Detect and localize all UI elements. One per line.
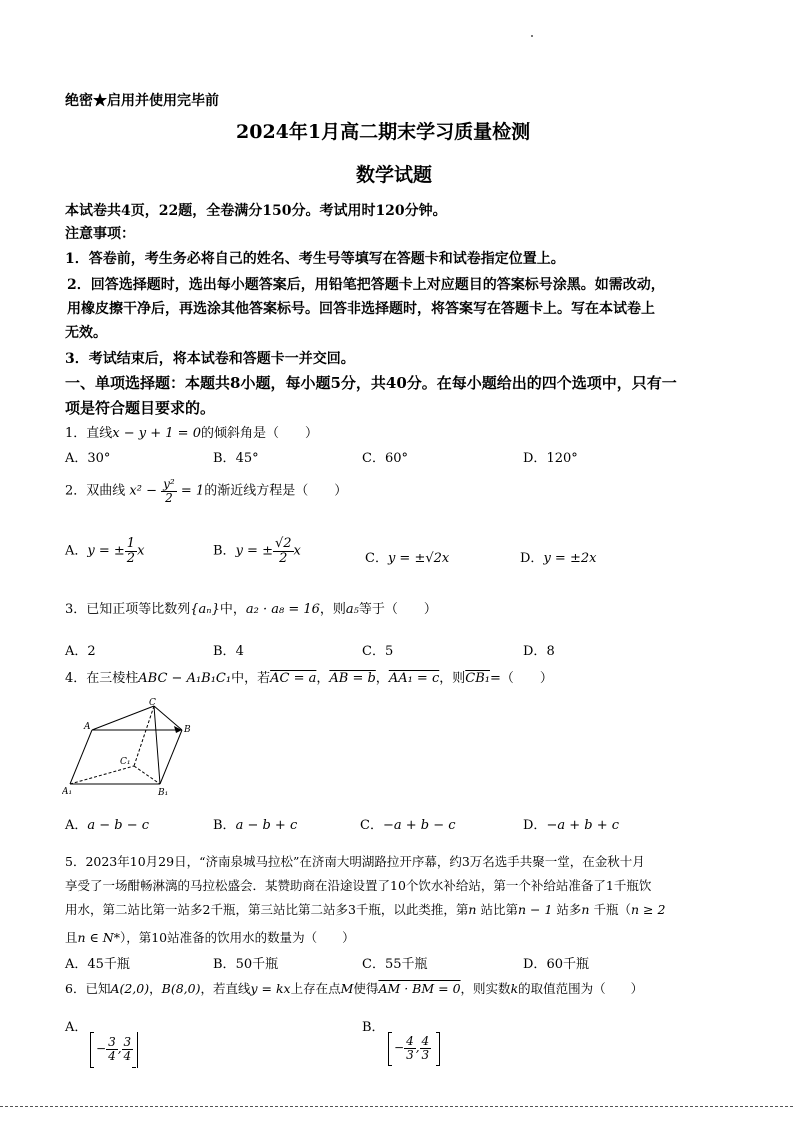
q1-d-value: 120°: [546, 451, 578, 466]
note-2-line-2: 用橡皮擦干净后，再选涂其他答案标号。回答非选择题时，将答案写在答题卡上。写在本试卷上: [67, 301, 655, 317]
secret-label: 绝密★启用并使用完毕前: [65, 93, 219, 109]
q5-line-2: 享受了一场酣畅淋漓的马拉松盛会．某赞助商在沿途设置了10个饮水补给站，第一个补给站准备了1千瓶饮: [65, 878, 652, 893]
q2-b-frac: [273, 537, 294, 565]
q6-comma: ，: [149, 981, 162, 996]
q5-line3-pre: 用水，第二站比第一站多2千瓶，第三站比第二站多3千瓶，以此类推，第: [65, 902, 469, 917]
q2-option-c: [365, 547, 449, 566]
exam-title: 2024年1月高二期末学习质量检测: [236, 121, 531, 143]
q6-b-sep: ,: [415, 1040, 420, 1055]
note-2-line-1: 2．回答选择题时，选出每小题答案后，用铅笔把答题卡上对应题目的答案标号涂黑。如需改动，: [67, 277, 665, 293]
q4-d-value: −a + b + c: [546, 818, 619, 833]
q6-b-bracket-tick-br: [436, 1065, 440, 1066]
section1-line-2: 项是符合题目要求的。: [65, 399, 216, 417]
q6-mid: ，若直线: [200, 981, 251, 996]
q5-c-value: 55千瓶: [384, 957, 428, 972]
q6-option-a-interval: [90, 1032, 138, 1070]
q6-b-bracket-tick-tr: [436, 1032, 440, 1033]
q5-line3-post: 千瓶（: [593, 902, 631, 917]
q5-d-label: D．: [523, 957, 547, 972]
edge-a1-c1: [70, 766, 134, 784]
q1-option-b: [213, 447, 259, 466]
q6-dot-product: AM · BM = 0: [378, 981, 461, 996]
q4-vector-aa1: AA₁ = c: [388, 671, 440, 686]
q2-b-den: 2: [279, 550, 288, 566]
q4-comma-1: ，: [316, 671, 330, 686]
q4-prefix: 4．在三棱柱: [65, 671, 139, 686]
q6-a-bracket-tick-tl: [90, 1032, 94, 1033]
q4-prism: ABC − A₁B₁C₁: [138, 671, 232, 686]
page-bottom-divider: [0, 1106, 793, 1107]
q6-b-content: [394, 1035, 431, 1061]
fig-label-a: A: [84, 722, 91, 732]
q6-point-b: B(8,0): [161, 981, 201, 996]
q2-fraction: [161, 478, 177, 504]
q6-stem: [65, 979, 643, 997]
q3-seq: {aₙ}: [190, 602, 220, 617]
q3-prefix: 3．已知正项等比数列: [65, 602, 191, 617]
q5-line4-pre: 且: [65, 930, 78, 945]
fig-label-a1: A₁: [62, 787, 73, 797]
q2-minus: −: [146, 483, 158, 499]
q4-a-value: a − b − c: [87, 818, 150, 833]
q4-stem: [65, 667, 553, 686]
q4-option-c: [360, 814, 456, 833]
note-1: 1．答卷前，考生务必将自己的姓名、考生号等填写在答题卡和试卷指定位置上。: [65, 251, 565, 267]
q1-prefix: 1．直线: [65, 426, 113, 441]
q6-a-content: [96, 1036, 133, 1062]
q3-mid: 中，: [219, 602, 246, 617]
q6-k: k: [510, 981, 519, 996]
q4-c-label: C．: [360, 818, 383, 833]
q5-b-label: B．: [213, 957, 236, 972]
q3-a-label: A．: [65, 644, 88, 659]
fig-label-b1: B₁: [158, 788, 169, 798]
q6-b-label: B．: [362, 1020, 385, 1035]
q6-a-num-2: 3: [123, 1035, 132, 1049]
q6-b-den-2: 3: [421, 1047, 430, 1062]
q4-vector-ac: AC = a: [270, 671, 317, 686]
q2-b-post: x: [293, 543, 301, 559]
q6-option-b-interval: [388, 1032, 442, 1070]
q5-n2: n: [581, 902, 590, 917]
q2-prefix: 2．双曲线: [65, 483, 126, 499]
q3-stem: [65, 598, 437, 617]
q6-b-frac-2: [420, 1035, 432, 1061]
q6-suffix: 的取值范围为（ ）: [518, 981, 644, 996]
q1-b-value: 45°: [235, 451, 259, 466]
q6-a-bracket-tick-br: [132, 1067, 136, 1068]
q3-c-label: C．: [362, 644, 385, 659]
q6-b-frac-1: [404, 1035, 416, 1061]
q3-b-value: 4: [235, 644, 244, 659]
q4-option-d: [523, 814, 619, 833]
q4-vector-ab: AB = b: [329, 671, 376, 686]
q1-suffix: 的倾斜角是（ ）: [200, 426, 318, 441]
q1-stem: [65, 422, 318, 441]
q2-x2: x²: [129, 483, 142, 499]
exam-subtitle: 数学试题: [356, 164, 433, 186]
exam-summary: 本试卷共4页，22题，全卷满分150分。考试用时120分钟。: [65, 203, 447, 219]
q6-a-den-1: 4: [108, 1048, 116, 1063]
q5-option-a: [65, 953, 130, 972]
q3-d-label: D．: [523, 644, 547, 659]
q5-c-label: C．: [362, 957, 385, 972]
q3-option-a: [65, 640, 96, 659]
q3-b-label: B．: [213, 644, 236, 659]
q6-a-den-2: 4: [123, 1048, 132, 1063]
q6-b-bracket-tick-tl: [388, 1032, 392, 1033]
q4-mid2: ，则: [439, 671, 466, 686]
q3-option-b: [213, 640, 244, 659]
q5-n1: n: [468, 902, 477, 917]
q5-option-c: [362, 953, 428, 972]
q5-a-value: 45千瓶: [87, 957, 130, 972]
q2-a-num: 1: [126, 536, 136, 551]
q6-mid2: 上存在点: [290, 981, 341, 996]
q5-cond2: n ∈ N*: [77, 930, 120, 945]
q3-d-value: 8: [546, 644, 555, 659]
q2-d-label: D．: [520, 551, 544, 566]
q6-a-minus: −: [96, 1041, 107, 1056]
q6-b-den-1: 3: [406, 1047, 414, 1062]
fig-label-c1: C₁: [120, 757, 131, 767]
q6-point-m: M: [340, 981, 354, 996]
q6-a-label: A．: [65, 1020, 88, 1035]
q2-a-pre: y = ±: [87, 543, 125, 559]
q1-c-value: 60°: [384, 451, 408, 466]
q6-mid3: 使得: [353, 981, 379, 996]
q6-a-frac-1: [106, 1036, 118, 1062]
q4-option-b: [213, 814, 297, 833]
q1-option-d: [523, 447, 578, 466]
q6-line: y = kx: [250, 981, 291, 996]
q4-d-label: D．: [523, 818, 547, 833]
q4-c-value: −a + b − c: [382, 818, 456, 833]
q5-option-b: [213, 953, 278, 972]
q4-b-value: a − b + c: [235, 818, 298, 833]
fig-label-b: B: [184, 725, 191, 735]
q4-comma-2: ，: [375, 671, 389, 686]
q2-a-label: A．: [65, 543, 88, 559]
q1-c-label: C．: [362, 451, 385, 466]
q2-d-value: y = ±2x: [543, 551, 597, 566]
q2-option-d: [520, 547, 596, 566]
q5-line-3: [65, 900, 665, 918]
edge-b-b1: [160, 730, 182, 784]
q5-a-label: A．: [65, 957, 88, 972]
q3-c-value: 5: [384, 644, 394, 659]
q6-b-minus: −: [394, 1040, 405, 1055]
q5-line3-mid: 站比第: [480, 902, 518, 917]
q2-option-a: [65, 537, 144, 565]
q2-suffix: 的渐近线方程是（ ）: [204, 483, 348, 499]
q2-b-num: √2: [274, 536, 292, 551]
q6-a-num-1: 3: [108, 1035, 116, 1049]
q2-a-frac: [125, 537, 137, 565]
q3-mid2: ，则: [319, 602, 346, 617]
q4-a-label: A．: [65, 818, 88, 833]
note-3: 3．考试结束后，将本试卷和答题卡一并交回。: [65, 351, 355, 367]
q6-a-sep: ,: [117, 1041, 122, 1056]
fig-label-c: C: [149, 698, 156, 708]
edge-c-c1: [134, 706, 154, 766]
section1-line-1: 一、单项选择题：本题共8小题，每小题5分，共40分。在每小题给出的四个选项中，只有一: [65, 374, 677, 392]
q5-line3-mid2: 站多: [556, 902, 582, 917]
q1-b-label: B．: [213, 451, 236, 466]
q4-suffix: =（ ）: [489, 671, 553, 686]
q6-a-bracket-tick-bl: [90, 1067, 94, 1068]
q6-a-frac-2: [122, 1036, 134, 1062]
q1-a-label: A．: [65, 451, 88, 466]
q6-b-bracket-tick-bl: [388, 1065, 392, 1066]
q5-line4-post: ），第10站准备的饮用水的数量为（ ）: [119, 930, 355, 945]
q6-b-num-1: 4: [406, 1034, 414, 1048]
q3-target: a₅: [345, 602, 359, 617]
q5-option-d: [523, 953, 589, 972]
prism-figure: [62, 698, 202, 800]
q3-cond: a₂ · a₈ = 16: [245, 602, 320, 617]
q6-prefix: 6．已知: [65, 981, 111, 996]
q3-option-d: [523, 640, 555, 659]
q4-b-label: B．: [213, 818, 236, 833]
q2-c-value: y = ±√2x: [387, 551, 450, 566]
q4-vector-cb1: CB₁: [465, 671, 490, 686]
edge-c1-b1: [134, 766, 160, 784]
page-speck: [531, 35, 533, 37]
q2-c-label: C．: [365, 551, 388, 566]
q2-b-pre: y = ±: [235, 543, 273, 559]
edge-c-b1: [154, 706, 160, 784]
q5-cond1: n ≥ 2: [630, 902, 666, 917]
q1-a-value: 30°: [87, 451, 111, 466]
q1-expr: x − y + 1 = 0: [112, 426, 201, 441]
notes-title: 注意事项：: [65, 226, 135, 242]
edge-a-a1: [70, 730, 92, 784]
q5-n-minus-1: n − 1: [517, 902, 553, 917]
q5-line-1: 5．2023年10月29日，“济南泉城马拉松”在济南大明湖路拉开序幕，约3万名选手共聚一堂，在金秋十月: [65, 854, 645, 869]
edge-a-c: [92, 706, 154, 730]
q6-point-a: A(2,0): [110, 981, 150, 996]
q3-option-c: [362, 640, 393, 659]
edge-c-b: [154, 706, 182, 730]
q6-b-num-2: 4: [421, 1034, 430, 1048]
q1-d-label: D．: [523, 451, 547, 466]
note-2-line-3: 无效。: [65, 325, 107, 341]
q2-den: 2: [165, 490, 173, 505]
q1-option-a: [65, 447, 110, 466]
q2-b-label: B．: [213, 543, 236, 559]
q5-b-value: 50千瓶: [235, 957, 279, 972]
q5-line-4: [65, 928, 355, 946]
q2-stem: [65, 478, 347, 504]
q3-suffix: 等于（ ）: [358, 602, 437, 617]
q4-mid: 中，若: [231, 671, 271, 686]
q2-eq: = 1: [180, 483, 205, 499]
q3-a-value: 2: [87, 644, 96, 659]
q2-num: y²: [163, 477, 175, 491]
q4-option-a: [65, 814, 149, 833]
q6-mid4: ，则实数: [460, 981, 511, 996]
q1-option-c: [362, 447, 408, 466]
q5-d-value: 60千瓶: [546, 957, 589, 972]
q2-option-b: [213, 537, 301, 565]
q2-a-post: x: [137, 543, 145, 559]
q2-a-den: 2: [126, 550, 136, 566]
